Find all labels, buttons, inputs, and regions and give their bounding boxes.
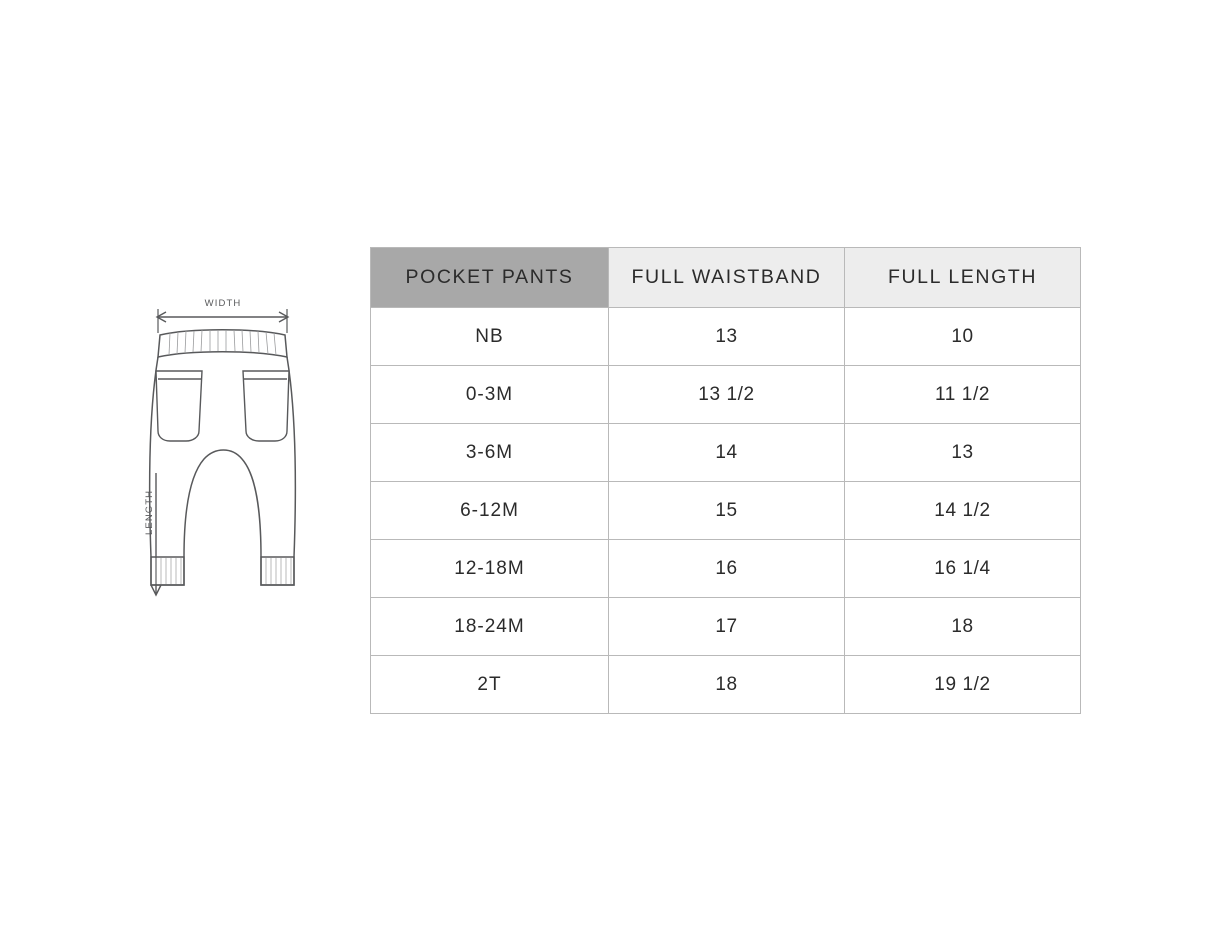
table-header-row (371, 248, 1081, 308)
cell-size: 2T (371, 656, 609, 714)
cell-waistband: 13 (609, 308, 845, 366)
cell-length: 19 1/2 (845, 656, 1081, 714)
ankle-cuffs (151, 557, 294, 585)
table-row (371, 308, 1081, 366)
cell-length: 16 1/4 (845, 540, 1081, 598)
cell-waistband: 15 (609, 482, 845, 540)
column-header-length: FULL LENGTH (845, 248, 1081, 308)
cuff-ribbing (156, 558, 291, 584)
table-row (371, 482, 1081, 540)
cell-waistband: 17 (609, 598, 845, 656)
cell-size: NB (371, 308, 609, 366)
size-chart-table (370, 247, 1081, 714)
length-label: LENGTH (144, 489, 155, 535)
table-row (371, 598, 1081, 656)
table-row (371, 366, 1081, 424)
cell-waistband: 13 1/2 (609, 366, 845, 424)
width-arrow (157, 312, 288, 322)
cell-waistband: 14 (609, 424, 845, 482)
cell-waistband: 16 (609, 540, 845, 598)
pocket-pants-illustration (120, 295, 330, 625)
left-pocket (156, 371, 202, 441)
cell-size: 3-6M (371, 424, 609, 482)
cell-length: 14 1/2 (845, 482, 1081, 540)
table-row (371, 656, 1081, 714)
right-pocket (243, 371, 289, 441)
table-row (371, 424, 1081, 482)
size-chart-body (371, 308, 1081, 714)
cell-length: 13 (845, 424, 1081, 482)
width-label: WIDTH (204, 298, 242, 309)
table-row (371, 540, 1081, 598)
cell-length: 11 1/2 (845, 366, 1081, 424)
cell-length: 18 (845, 598, 1081, 656)
cell-waistband: 18 (609, 656, 845, 714)
pants-body (150, 357, 296, 585)
cell-length: 10 (845, 308, 1081, 366)
cell-size: 6-12M (371, 482, 609, 540)
cell-size: 12-18M (371, 540, 609, 598)
cell-size: 0-3M (371, 366, 609, 424)
column-header-waistband: FULL WAISTBAND (609, 248, 845, 308)
pants-line-drawing (120, 295, 330, 625)
column-header-product: POCKET PANTS (371, 248, 609, 308)
cell-size: 18-24M (371, 598, 609, 656)
